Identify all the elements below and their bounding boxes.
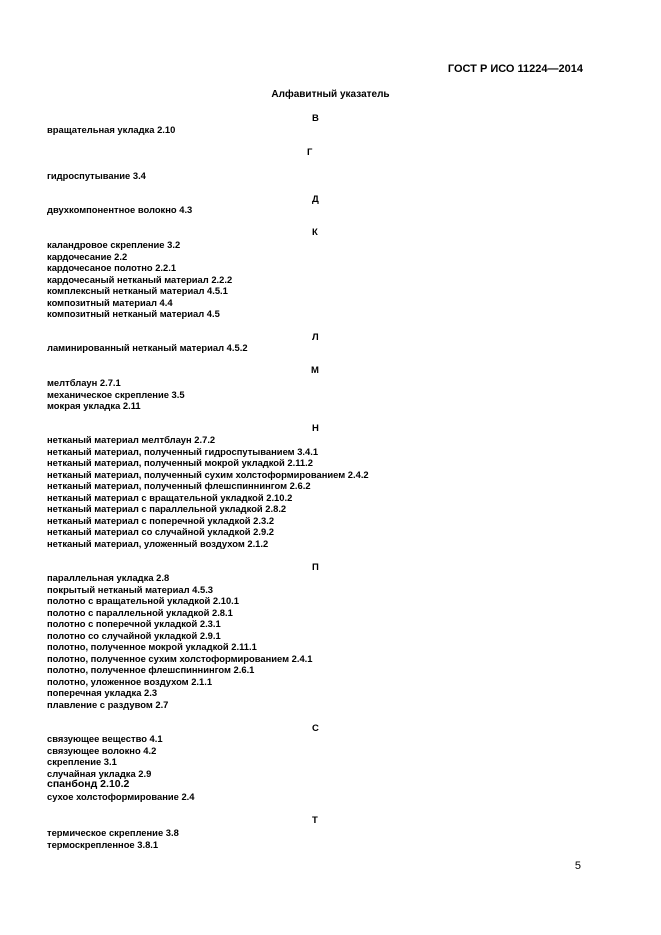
index-entry: двухкомпонентное волокно 4.3 — [47, 204, 193, 215]
index-entry: нетканый материал со случайной укладкой 2.9.2 — [47, 526, 275, 537]
index-entry: кардочесаный нетканый материал 2.2.2 — [47, 273, 233, 285]
page-number: 5 — [574, 860, 581, 872]
index-entry: ламинированный нетканый материал 4.5.2 — [47, 342, 248, 353]
index-entry: каландровое скрепление 3.2 — [47, 239, 181, 250]
index-entry: полотно с параллельной укладкой 2.8.1 — [47, 606, 233, 618]
section-entries-t — [47, 827, 179, 850]
section-entries-p — [47, 572, 313, 710]
index-entry: нетканый материал, полученный флешспиннингом 2.6.2 — [47, 480, 311, 491]
index-entry: спанбонд 2.10.2 — [47, 778, 130, 790]
section-letter-g: Г — [307, 147, 313, 158]
index-entry: вращательная укладка 2.10 — [47, 124, 176, 135]
index-entry: кардочесаное полотно 2.2.1 — [47, 262, 177, 273]
index-entry: механическое скрепление 3.5 — [47, 388, 185, 400]
index-entry: нетканый материал, уложенный воздухом 2.1.2 — [47, 537, 269, 549]
index-entry: полотно, полученное сухим холстоформированием 2.4.1 — [47, 652, 313, 664]
index-entry: параллельная укладка 2.8 — [47, 572, 170, 583]
section-letter-k: К — [312, 227, 318, 238]
index-entry: полотно, полученное флешспиннингом 2.6.1 — [47, 664, 255, 675]
section-letter-d: Д — [312, 194, 319, 205]
section-letter-v: В — [312, 113, 319, 124]
section-entries-m — [47, 377, 185, 412]
index-entry: полотно с вращательной укладкой 2.10.1 — [47, 595, 239, 606]
section-entries-d — [47, 204, 192, 216]
document-header: ГОСТ Р ИСО 11224—2014 — [447, 63, 583, 75]
section-letter-m: М — [311, 365, 319, 376]
index-entry: нетканый материал с вращательной укладкой 2.10.2 — [47, 491, 293, 503]
index-entry: мокрая укладка 2.11 — [47, 400, 141, 411]
index-entry: композитный материал 4.4 — [47, 296, 173, 308]
index-entry: термическое скрепление 3.8 — [47, 827, 179, 838]
section-entries-l — [47, 342, 248, 354]
index-entry: полотно, уложенное воздухом 2.1.1 — [47, 675, 213, 687]
section-entries-k — [47, 239, 232, 320]
index-entry: нетканый материал, полученный мокрой укладкой 2.11.2 — [47, 457, 313, 468]
index-entry: полотно, полученное мокрой укладкой 2.11.1 — [47, 641, 257, 652]
index-entry: гидроспутывание 3.4 — [47, 170, 146, 181]
index-entry: кардочесание 2.2 — [47, 250, 128, 262]
index-entry: сухое холстоформирование 2.4 — [47, 790, 195, 802]
index-entry: нетканый материал, полученный сухим холстоформированием 2.4.2 — [47, 468, 369, 480]
index-entry: композитный нетканый материал 4.5 — [47, 308, 220, 319]
section-entries-s — [47, 733, 194, 802]
index-entry: нетканый материал с поперечной укладкой 2.3.2 — [47, 514, 275, 526]
index-title: Алфавитный указатель — [271, 89, 390, 100]
index-entry: скрепление 3.1 — [47, 756, 117, 767]
section-entries-g — [47, 170, 146, 182]
section-letter-n: Н — [312, 423, 319, 434]
index-entry: мелтблаун 2.7.1 — [47, 377, 121, 388]
section-entries-n — [47, 434, 369, 549]
index-entry: покрытый нетканый материал 4.5.3 — [47, 583, 214, 595]
section-letter-t: Т — [312, 815, 318, 826]
index-entry: нетканый материал мелтблаун 2.7.2 — [47, 434, 216, 445]
section-letter-s: С — [312, 723, 319, 734]
index-entry: плавление с раздувом 2.7 — [47, 698, 169, 710]
index-entry: полотно со случайной укладкой 2.9.1 — [47, 629, 221, 641]
section-letter-l: Л — [312, 332, 319, 343]
index-entry: поперечная укладка 2.3 — [47, 687, 158, 698]
index-entry: связующее вещество 4.1 — [47, 733, 163, 744]
index-entry: полотно с поперечной укладкой 2.3.1 — [47, 618, 221, 629]
index-entry: нетканый материал с параллельной укладкой 2.8.2 — [47, 503, 287, 514]
index-entry: случайная укладка 2.9 — [47, 767, 152, 779]
index-entry: нетканый материал, полученный гидроспутыванием 3.4.1 — [47, 445, 319, 457]
index-entry: термоскрепленное 3.8.1 — [47, 838, 159, 850]
index-entry: связующее волокно 4.2 — [47, 744, 157, 756]
section-letter-p: П — [312, 562, 319, 573]
section-entries-v — [47, 124, 175, 136]
index-entry: комплексный нетканый материал 4.5.1 — [47, 285, 228, 296]
